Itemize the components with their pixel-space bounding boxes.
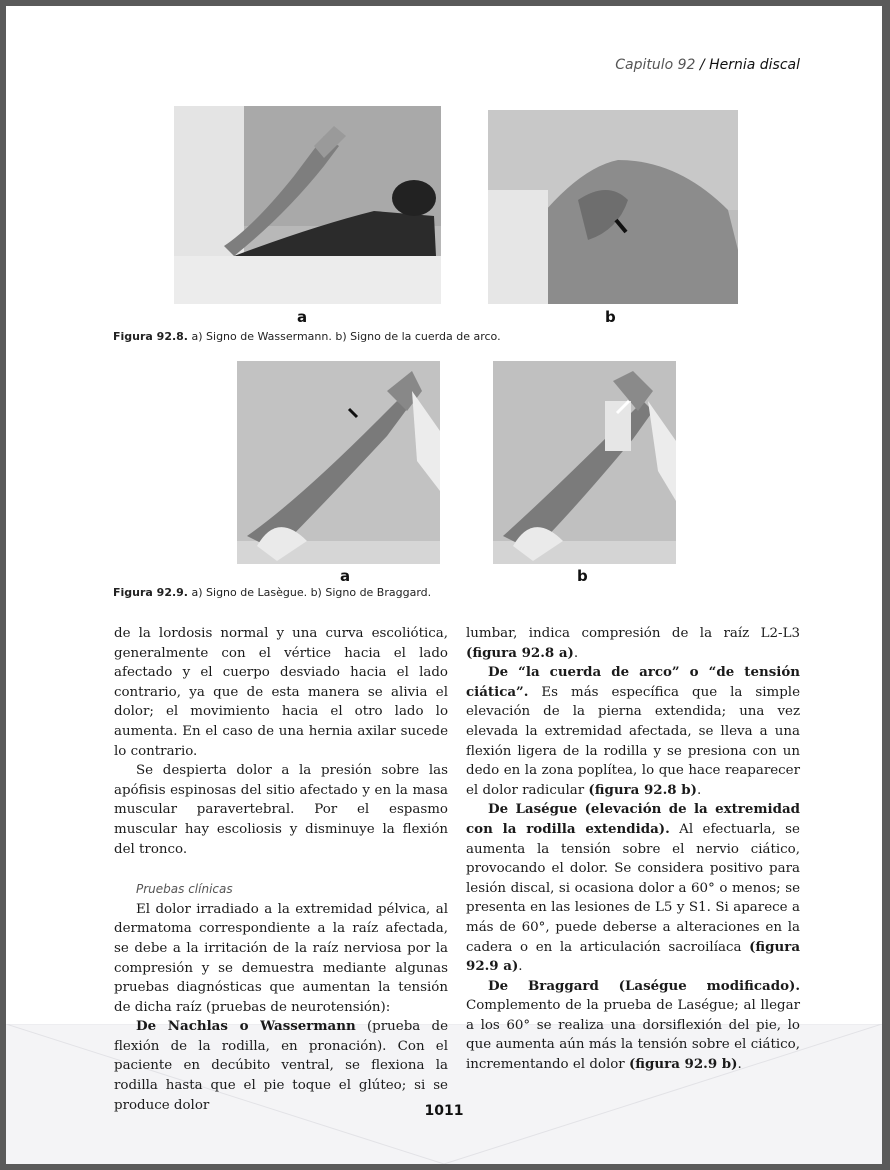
figure-92-9-label-a: a	[340, 567, 351, 585]
right-column	[466, 624, 800, 1075]
figure-92-9-caption-prefix: Figura 92.9.	[113, 586, 188, 599]
running-header	[615, 57, 800, 73]
nachlas-test-text: (prueba de flexión de la rodilla, en pronación). Con el paciente en decúbito ventral, se flexiona la rodilla hasta que el pie toque el glúteo; si se produce dolor	[114, 1019, 448, 1113]
lasegue-test-text: Al efectuarla, se aumenta la tensión sobre el nervio ciático, provocando el dolor. Se considera positivo para lesión discal, si ocasiona dolor a 60° o menos; se presenta en las lesiones de L5 y S1. Si aparece a más de 60°, puede deberse a alteraciones en la cadera o en la articulación sacroilíaca	[466, 821, 800, 955]
right-p1-text: lumbar, indica compresión de la raíz L2-L3	[466, 626, 800, 641]
right-p3-end: .	[518, 959, 523, 975]
photo-braggard-sign	[493, 361, 676, 564]
section-subheading: Pruebas clínicas	[136, 882, 233, 897]
right-p2-end: .	[696, 782, 702, 798]
lasegue-test-term: De Laségue (elevación de la extremidad con la rodilla extendida).	[466, 801, 800, 837]
right-p4-end: .	[737, 1057, 742, 1073]
figure-92-9-caption	[113, 586, 431, 599]
figure-92-8-caption-text: a) Signo de Wassermann. b) Signo de la cuerda de arco.	[188, 330, 501, 343]
photo-bowstring-sign	[488, 110, 738, 304]
left-paragraph-1: de la lordosis normal y una curva escoliótica, generalmente con el vértice hacia el lado afectado y el cuerpo desviado hacia el lado contrario, ya que de esta manera se alivia el dolor; el movimiento hacia el otro lado lo aumenta. En el caso de una hernia axilar sucede lo contrario.	[114, 626, 448, 759]
chapter-label: Capitulo 92	[615, 57, 696, 73]
bowstring-test-text: Es más específica que la simple elevación de la pierna extendida; una vez elevada la extremidad afectada, se lleva a una flexión ligera de la rodilla y se presiona con un dedo en la zona poplítea, lo que hace reaparecer el dolor radicular	[466, 684, 800, 798]
figure-ref-92-8-a: (figura 92.8 a)	[466, 644, 574, 661]
left-paragraph-4	[114, 1017, 448, 1115]
figure-92-8-label-a: a	[297, 308, 308, 326]
photo-lasegue-sign	[237, 361, 440, 564]
figure-ref-92-8-b: (figura 92.8 b)	[588, 781, 697, 798]
header-separator: /	[695, 57, 710, 73]
nachlas-test-term: De Nachlas o Wassermann	[136, 1018, 356, 1035]
right-paragraph-4	[466, 977, 800, 1075]
left-paragraph-3: El dolor irradiado a la extremidad pélvica, al dermatoma correspondiente a la raíz afectada, se debe a la irritación de la raíz nerviosa por la compresión y se demuestra mediante algunas pruebas diagnósticas que aumentan la tensión de dicha raíz (pruebas de neurotensión):	[114, 901, 448, 1015]
figure-92-8-caption-prefix: Figura 92.8.	[113, 330, 188, 343]
left-paragraph-2: Se despierta dolor a la presión sobre las apófisis espinosas del sitio afectado y en la masa muscular paravertebral. Por el espasmo muscular hay escoliosis y disminuye la flexión del tronco.	[114, 763, 448, 857]
braggard-test-text: Complemento de la prueba de Laségue; al llegar a los 60° se realiza una dorsiflexión del pie, lo que aumenta aún más la tensión sobre el ciático, incrementando el dolor	[466, 998, 800, 1073]
right-paragraph-1	[466, 624, 800, 663]
figure-92-8-label-b: b	[605, 308, 616, 326]
figure-ref-92-9-a: (figura 92.9 a)	[466, 938, 800, 975]
right-p1-end: .	[573, 645, 579, 661]
document-page	[6, 6, 882, 1164]
braggard-test-term: De Braggard (Laségue modificado).	[488, 977, 800, 994]
chapter-topic: Hernia discal	[709, 57, 800, 73]
figure-92-9-caption-text: a) Signo de Lasègue. b) Signo de Braggard.	[188, 586, 432, 599]
photo-wassermann-sign	[174, 106, 441, 304]
page-number: 1011	[424, 1103, 464, 1119]
bowstring-test-term: De “la cuerda de arco” o “de tensión ciática”.	[466, 664, 800, 700]
figure-ref-92-9-b: (figura 92.9 b)	[628, 1056, 738, 1073]
right-paragraph-3	[466, 800, 800, 976]
figure-92-8-caption	[113, 330, 501, 343]
right-paragraph-2	[466, 663, 800, 800]
left-column	[114, 624, 448, 1115]
figure-92-9-label-b: b	[577, 567, 588, 585]
